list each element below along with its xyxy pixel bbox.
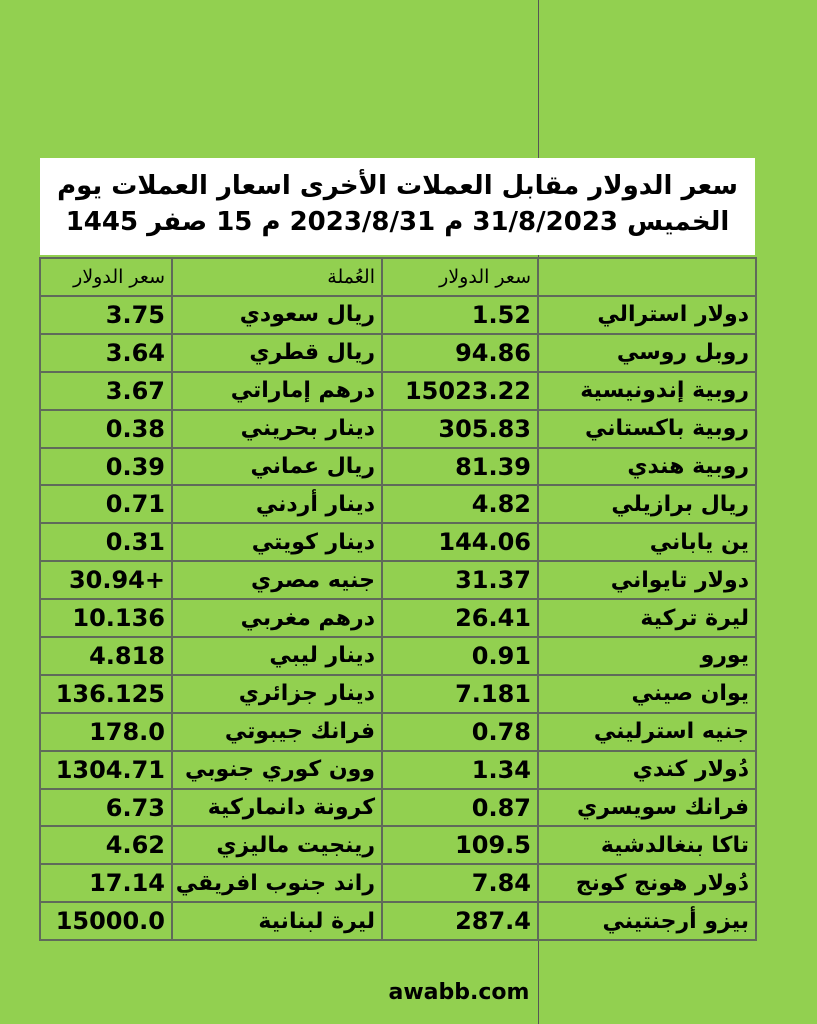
currency-right-cell: دُولار هونج كونج xyxy=(538,864,756,902)
currency-left-cell: ريال عماني xyxy=(172,448,382,486)
currency-left-cell: دينار جزائري xyxy=(172,675,382,713)
page-title xyxy=(40,158,755,255)
rate-right-cell: 7.181 xyxy=(382,675,538,713)
table-row xyxy=(40,789,756,827)
currency-left-cell: دينار كويتي xyxy=(172,523,382,561)
title-line-2: الخميس 31/8/2023 م 2023/8/31 م 15 صفر 1445 xyxy=(65,207,730,237)
rate-left-cell: 4.818 xyxy=(40,637,172,675)
rate-left-cell: 3.64 xyxy=(40,334,172,372)
table-row xyxy=(40,410,756,448)
site-footer: awabb.com xyxy=(388,980,530,1005)
rate-right-cell: 0.91 xyxy=(382,637,538,675)
currency-left-cell: ريال قطري xyxy=(172,334,382,372)
currency-left-cell: جنيه مصري xyxy=(172,561,382,599)
currency-left-cell: دينار بحريني xyxy=(172,410,382,448)
table-row xyxy=(40,675,756,713)
currency-right-cell: ين ياباني xyxy=(538,523,756,561)
rate-right-cell: 15023.22 xyxy=(382,372,538,410)
rate-right-cell: 0.87 xyxy=(382,789,538,827)
table-row xyxy=(40,826,756,864)
rate-left-cell: 30.94+ xyxy=(40,561,172,599)
rate-right-cell: 1.34 xyxy=(382,751,538,789)
currency-left-cell: ريال سعودي xyxy=(172,296,382,334)
rate-left-cell: 136.125 xyxy=(40,675,172,713)
currency-right-cell: دُولار كندي xyxy=(538,751,756,789)
currency-right-cell: دولار استرالي xyxy=(538,296,756,334)
currency-left-cell: دينار أردني xyxy=(172,485,382,523)
table-row xyxy=(40,485,756,523)
rate-right-cell: 305.83 xyxy=(382,410,538,448)
header-currency-right xyxy=(538,258,756,296)
header-usd-rate-right: سعر الدولار xyxy=(382,258,538,296)
table-row xyxy=(40,599,756,637)
rate-right-cell: 287.4 xyxy=(382,902,538,940)
currency-left-cell: راند جنوب افريقي xyxy=(172,864,382,902)
currency-left-cell: دينار ليبي xyxy=(172,637,382,675)
rate-right-cell: 1.52 xyxy=(382,296,538,334)
currency-rates-table xyxy=(39,257,757,941)
currency-right-cell: يوان صيني xyxy=(538,675,756,713)
rate-right-cell: 7.84 xyxy=(382,864,538,902)
rate-right-cell: 31.37 xyxy=(382,561,538,599)
table-row xyxy=(40,448,756,486)
currency-left-cell: ليرة لبنانية xyxy=(172,902,382,940)
table-row xyxy=(40,864,756,902)
currency-left-cell: رينجيت ماليزي xyxy=(172,826,382,864)
table-row xyxy=(40,637,756,675)
currency-right-cell: ليرة تركية xyxy=(538,599,756,637)
rate-left-cell: 17.14 xyxy=(40,864,172,902)
currency-right-cell: فرانك سويسري xyxy=(538,789,756,827)
currency-right-cell: روبية إندونيسية xyxy=(538,372,756,410)
rate-left-cell: 6.73 xyxy=(40,789,172,827)
header-usd-rate-left: سعر الدولار xyxy=(40,258,172,296)
rate-right-cell: 26.41 xyxy=(382,599,538,637)
rate-right-cell: 144.06 xyxy=(382,523,538,561)
currency-right-cell: دولار تايواني xyxy=(538,561,756,599)
currency-right-cell: يورو xyxy=(538,637,756,675)
rate-right-cell: 109.5 xyxy=(382,826,538,864)
currency-right-cell: روبية هندي xyxy=(538,448,756,486)
rate-left-cell: 3.75 xyxy=(40,296,172,334)
table-row xyxy=(40,334,756,372)
currency-left-cell: كرونة دانماركية xyxy=(172,789,382,827)
currency-right-cell: ريال برازيلي xyxy=(538,485,756,523)
table-row xyxy=(40,902,756,940)
rate-left-cell: 10.136 xyxy=(40,599,172,637)
rate-left-cell: 0.39 xyxy=(40,448,172,486)
rate-right-cell: 0.78 xyxy=(382,713,538,751)
table-row xyxy=(40,751,756,789)
currency-left-cell: وون كوري جنوبي xyxy=(172,751,382,789)
currency-right-cell: روبية باكستاني xyxy=(538,410,756,448)
rate-left-cell: 178.0 xyxy=(40,713,172,751)
table-row xyxy=(40,296,756,334)
rate-left-cell: 0.38 xyxy=(40,410,172,448)
table-row xyxy=(40,523,756,561)
table-row xyxy=(40,713,756,751)
currency-right-cell: تاكا بنغالدشية xyxy=(538,826,756,864)
rate-left-cell: 3.67 xyxy=(40,372,172,410)
header-currency-left: العُملة xyxy=(172,258,382,296)
rate-left-cell: 0.71 xyxy=(40,485,172,523)
currency-right-cell: جنيه استرليني xyxy=(538,713,756,751)
rate-right-cell: 81.39 xyxy=(382,448,538,486)
title-line-1: سعر الدولار مقابل العملات الأخرى اسعار العملات يوم xyxy=(57,171,738,201)
rate-left-cell: 1304.71 xyxy=(40,751,172,789)
rate-left-cell: 15000.0 xyxy=(40,902,172,940)
currency-left-cell: درهم مغربي xyxy=(172,599,382,637)
table-row xyxy=(40,561,756,599)
rate-right-cell: 94.86 xyxy=(382,334,538,372)
rate-right-cell: 4.82 xyxy=(382,485,538,523)
table-header-row xyxy=(40,258,756,296)
currency-right-cell: روبل روسي xyxy=(538,334,756,372)
currency-left-cell: فرانك جيبوتي xyxy=(172,713,382,751)
currency-right-cell: بيزو أرجنتيني xyxy=(538,902,756,940)
currency-left-cell: درهم إماراتي xyxy=(172,372,382,410)
rate-left-cell: 4.62 xyxy=(40,826,172,864)
table-row xyxy=(40,372,756,410)
rate-left-cell: 0.31 xyxy=(40,523,172,561)
